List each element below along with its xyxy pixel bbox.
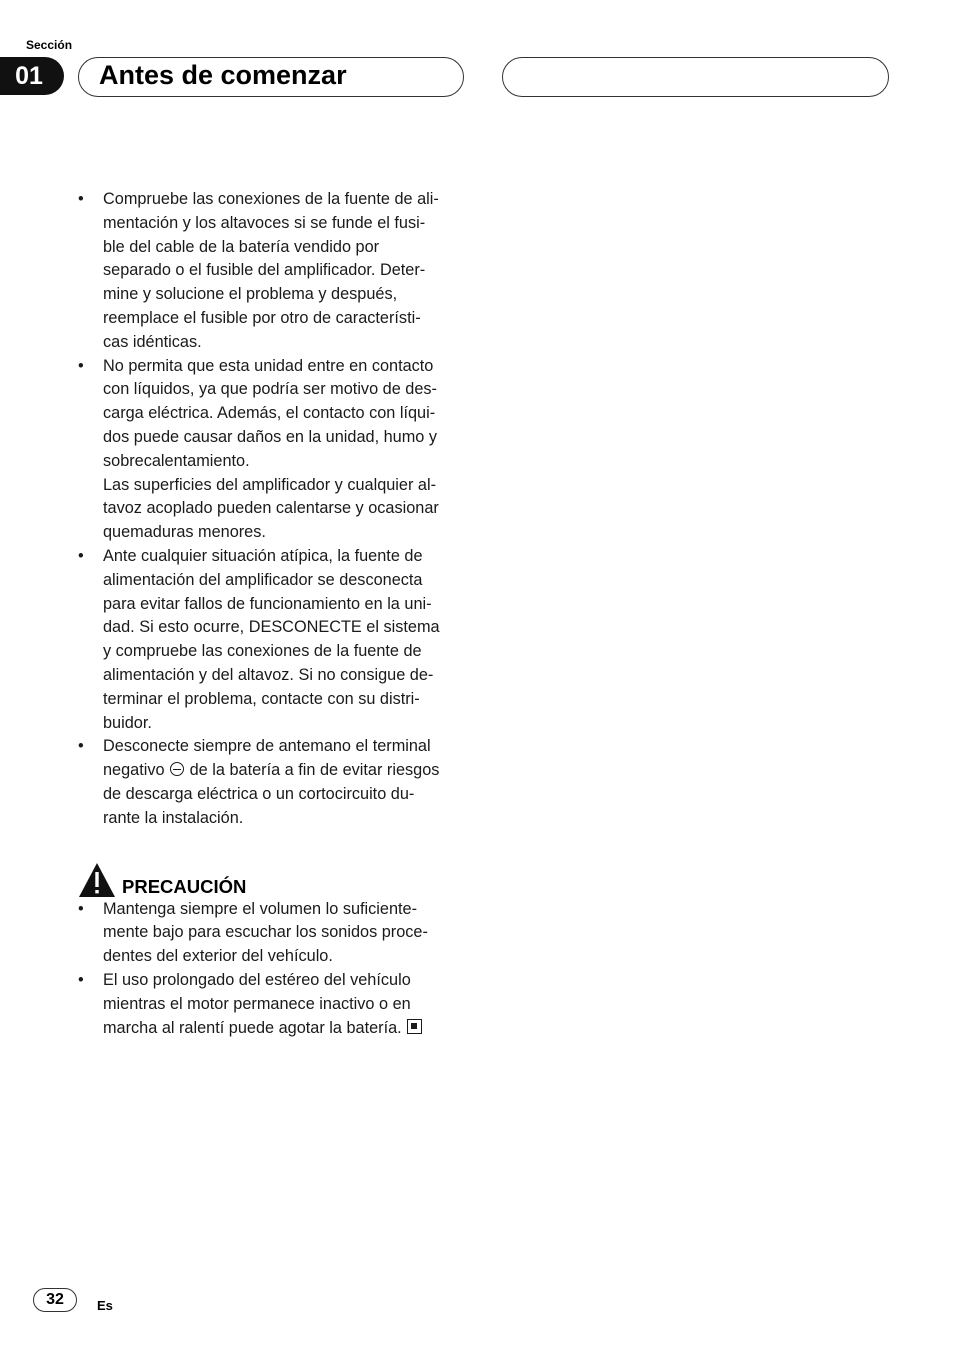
text-line: tavoz acoplado pueden calentarse y ocasionar: [103, 499, 439, 518]
text-line: mente bajo para escuchar los sonidos proce-: [103, 923, 428, 942]
title-box: [78, 57, 464, 97]
text-line: [103, 1017, 478, 1041]
text-line: terminar el problema, contacte con su distri-: [103, 689, 420, 708]
text-line: El uso prolongado del estéreo del vehículo: [103, 970, 411, 989]
text-fragment: de la batería a fin de evitar riesgos: [189, 761, 440, 780]
text-line: Desconecte siempre de antemano el terminal: [103, 737, 431, 756]
text-line: alimentación y del altavoz. Si no consigue de-: [103, 665, 434, 684]
text-line: dos puede causar daños en la unidad, humo y: [103, 427, 438, 446]
text-line: carga eléctrica. Además, el contacto con líqui-: [103, 404, 436, 423]
right-header-box: [502, 57, 889, 97]
text-line: [103, 759, 478, 783]
text-line: Las superficies del amplificador y cualquier al-: [103, 475, 437, 494]
main-bullet-list: [78, 188, 478, 831]
page-title: Antes de comenzar: [99, 60, 347, 90]
language-code: Es: [97, 1298, 113, 1313]
text-line: Mantenga siempre el volumen lo suficiente-: [103, 899, 418, 918]
text-line: dad. Si esto ocurre, DESCONECTE el sistema: [103, 618, 440, 637]
text-line: ble del cable de la batería vendido por: [103, 237, 380, 256]
text-line: con líquidos, ya que podría ser motivo de des-: [103, 380, 437, 399]
end-mark-icon: [407, 1019, 422, 1034]
text-line: para evitar fallos de funcionamiento en la uni-: [103, 594, 432, 613]
caution-bullet-list: [78, 898, 478, 1041]
text-line: reemplace el fusible por otro de característi-: [103, 308, 421, 327]
text-line: No permita que esta unidad entre en contacto: [103, 356, 434, 375]
text-line: sobrecalentamiento.: [103, 451, 250, 470]
text-line: mine y solucione el problema y después,: [103, 285, 398, 304]
text-line: Ante cualquier situación atípica, la fuente de: [103, 546, 423, 565]
text-line: de descarga eléctrica o un cortocircuito du-: [103, 784, 415, 803]
caution-title: PRECAUCIÓN: [122, 875, 247, 897]
page-number: 32: [33, 1288, 77, 1312]
list-item: [78, 969, 478, 1040]
text-line: rante la instalación.: [103, 808, 244, 827]
text-line: y compruebe las conexiones de la fuente de: [103, 642, 422, 661]
section-number-badge: 01: [0, 57, 64, 95]
text-line: quemaduras menores.: [103, 523, 266, 542]
bullet-icon: •: [78, 970, 84, 989]
text-line: Compruebe las conexiones de la fuente de ali-: [103, 190, 439, 208]
list-item: [78, 545, 478, 735]
text-line: buidor.: [103, 713, 152, 732]
bullet-icon: •: [78, 546, 84, 565]
minus-circle-icon: [170, 762, 184, 776]
caution-heading: [78, 862, 478, 898]
bullet-icon: •: [78, 737, 84, 756]
list-item: [78, 188, 478, 355]
text-line: cas idénticas.: [103, 332, 202, 351]
text-line: separado o el fusible del amplificador. Deter-: [103, 261, 426, 280]
list-item: [78, 735, 478, 830]
text-fragment: marcha al ralentí puede agotar la batería.: [103, 1018, 402, 1037]
bullet-icon: •: [78, 356, 84, 375]
text-line: dentes del exterior del vehículo.: [103, 947, 333, 966]
warning-triangle-icon: [78, 862, 116, 898]
content-column: [78, 188, 478, 1040]
text-line: mientras el motor permanece inactivo o en: [103, 994, 411, 1013]
text-line: alimentación del amplificador se desconecta: [103, 570, 423, 589]
list-item: [78, 898, 478, 969]
section-label: Sección: [26, 38, 73, 52]
bullet-icon: •: [78, 899, 84, 918]
bullet-icon: •: [78, 190, 84, 208]
text-fragment: negativo: [103, 761, 165, 780]
text-line: mentación y los altavoces si se funde el fusi-: [103, 213, 426, 232]
list-item: [78, 355, 478, 545]
